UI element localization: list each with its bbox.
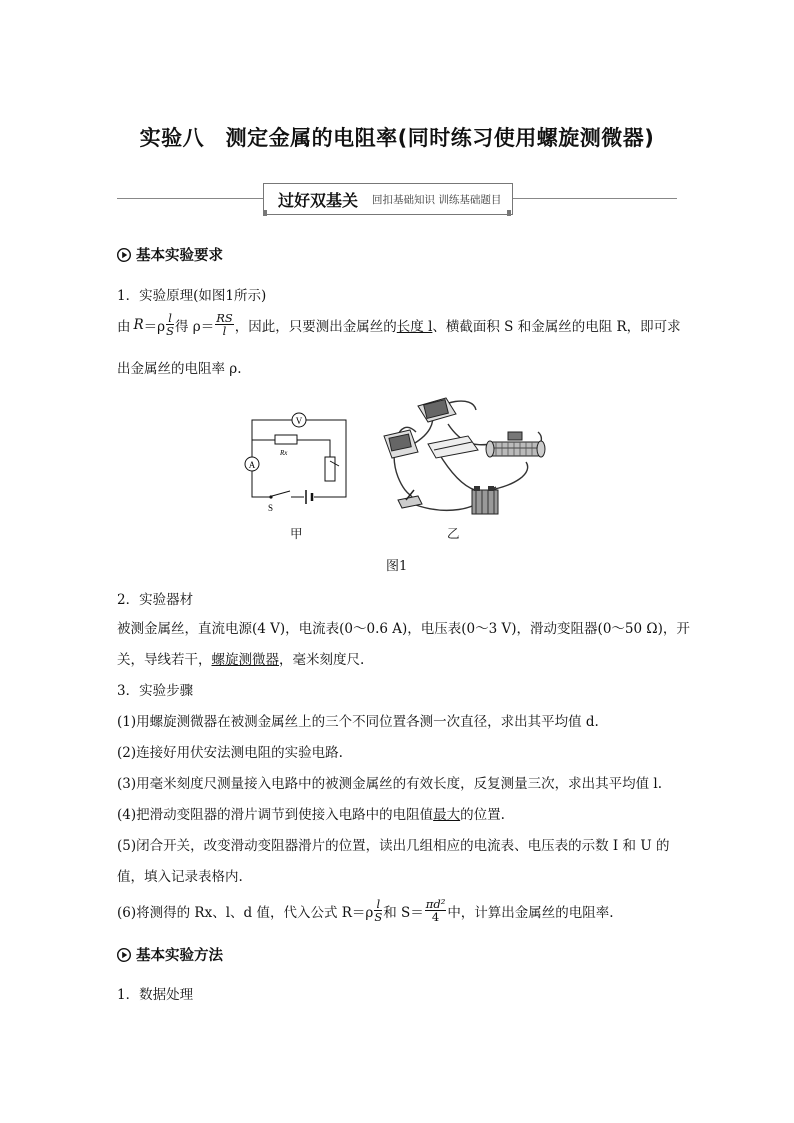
step-5-line-1: (5)闭合开关，改变滑动变阻器滑片的位置，读出几组相应的电流表、电压表的示数 I 和 U 的 bbox=[117, 838, 670, 854]
underlined-maximum: 最大 bbox=[433, 807, 461, 823]
page-title: 实验八 测定金属的电阻率(同时练习使用螺旋测微器) bbox=[139, 126, 655, 150]
resistor-rx bbox=[275, 435, 297, 444]
underlined-micrometer: 螺旋测微器 bbox=[211, 652, 279, 668]
underlined-length: 长度 l bbox=[396, 318, 433, 335]
principle-line-2: 出金属丝的电阻率 ρ. bbox=[117, 361, 242, 377]
step-1: (1)用螺旋测微器在被测金属丝上的三个不同位置各测一次直径，求出其平均值 d. bbox=[117, 714, 599, 730]
play-circle-icon bbox=[117, 248, 131, 262]
rheostat-symbol bbox=[325, 457, 335, 481]
fraction-pi-d2-over-4: $\frac{\text{πd²}}{4}$ bbox=[425, 897, 446, 924]
item-data-processing-label: 1．数据处理 bbox=[117, 987, 194, 1003]
equipment-line-2: 关，导线若干，螺旋测微器，毫米刻度尺. bbox=[117, 652, 365, 668]
item-equipment-label: 2．实验器材 bbox=[117, 592, 194, 608]
fraction-l-over-s-2: $\frac{l}{S}$ bbox=[374, 897, 383, 924]
banner-foot-right bbox=[507, 210, 511, 216]
section-heading-text: 基本实验方法 bbox=[136, 948, 223, 964]
banner-title: 过好双基关 bbox=[278, 190, 359, 210]
banner-rule-right bbox=[511, 198, 677, 199]
step-6: (6)将测得的 Rx、l、d 值，代入公式 R＝ρ $\frac{l}{S}$ 和 S＝ $\frac{\text{πd²}}{4}$ 中，计算出金属丝的电阻率. bbox=[117, 897, 614, 924]
step-2: (2)连接好用伏安法测电阻的实验电路. bbox=[117, 745, 343, 761]
fraction-l-over-s: $\frac{l}{S}$ bbox=[166, 311, 174, 338]
svg-text:Rx: Rx bbox=[280, 449, 288, 457]
section-heading-basic-requirements bbox=[117, 244, 223, 265]
equipment-line-1: 被测金属丝，直流电源(4 V)，电流表(0～0.6 A)，电压表(0～3 V)，滑动变阻器(0～50 Ω)，开 bbox=[117, 621, 690, 637]
section-banner bbox=[263, 183, 513, 215]
figure-sublabel-b: 乙 bbox=[447, 526, 460, 541]
banner-subtitle: 回扣基础知识 训练基础题目 bbox=[372, 193, 502, 206]
section-heading-basic-methods bbox=[117, 944, 223, 965]
item-steps-label: 3．实验步骤 bbox=[117, 683, 194, 699]
svg-text:S: S bbox=[268, 503, 274, 513]
apparatus-illustration bbox=[378, 392, 558, 522]
circuit-diagram bbox=[238, 402, 358, 514]
figure-caption: 图1 bbox=[386, 559, 408, 574]
banner-rule-left bbox=[117, 198, 263, 199]
svg-text:A: A bbox=[248, 460, 256, 470]
step-5-line-2: 值，填入记录表格内. bbox=[117, 869, 243, 885]
item-principle-label: 1．实验原理(如图1所示) bbox=[117, 288, 267, 304]
principle-formula-line: 由 R ＝ρ $\frac{l}{S}$ 得 ρ＝ $\frac{RS}{l}$ ，因此，只要测出金属丝的 长度 l 、横截面积 S 和金属丝的电阻 R，即可求 bbox=[117, 311, 681, 338]
section-heading-text: 基本实验要求 bbox=[136, 248, 223, 264]
figure-sublabel-a: 甲 bbox=[290, 526, 303, 541]
play-circle-icon bbox=[117, 948, 131, 962]
step-3: (3)用毫米刻度尺测量接入电路中的被测金属丝的有效长度，反复测量三次，求出其平均值 l. bbox=[117, 776, 663, 792]
fraction-rs-over-l: $\frac{RS}{l}$ bbox=[216, 311, 233, 338]
banner-foot-left bbox=[263, 210, 267, 216]
svg-text:V: V bbox=[295, 416, 303, 426]
step-4: (4)把滑动变阻器的滑片调节到使接入电路中的电阻值最大的位置. bbox=[117, 807, 505, 823]
